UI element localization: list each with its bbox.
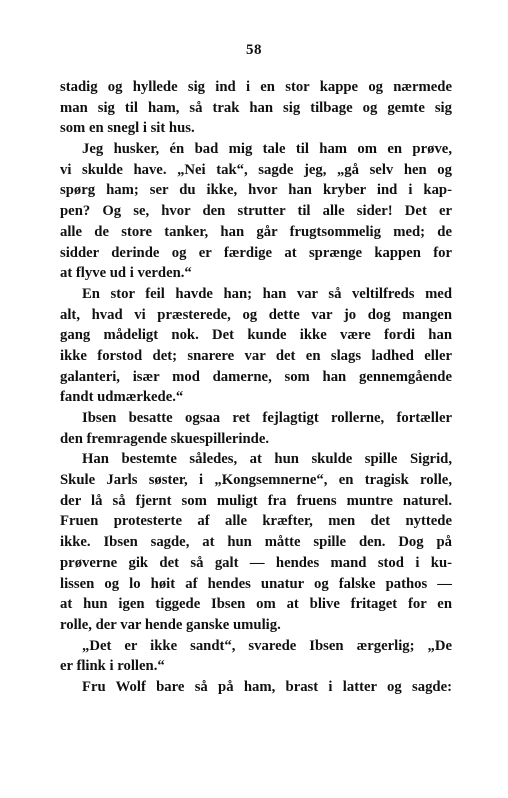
- text-line: En stor feil havde han; han var så veltilfreds med: [82, 285, 452, 302]
- text-line: man sig til ham, så trak han sig tilbage og gemte sig: [60, 99, 452, 116]
- text-line: Skule Jarls søster, i „Kongsemnerne“, en tragisk rolle,: [60, 472, 452, 489]
- text-line: gang mådeligt nok. Det kunde ikke være fordi han: [60, 327, 452, 344]
- text-line: Han bestemte således, at hun skulde spille Sigrid,: [82, 451, 452, 468]
- text-line: vi skulde have. „Nei tak“, sagde jeg, „gå selv hen og: [60, 161, 452, 178]
- text-line: Jeg husker, én bad mig tale til ham om en prøve,: [82, 141, 452, 158]
- text-line: spørg ham; ser du ikke, hvor han kryber ind i kap-: [60, 182, 452, 199]
- text-line: ikke. Ibsen sagde, at hun måtte spille den. Dog på: [60, 534, 452, 551]
- text-line: pen? Og se, hvor den strutter til alle sider! Det er: [60, 203, 452, 220]
- text-line: fandt udmærkede.“: [60, 389, 184, 406]
- text-line: den fremragende skuespillerinde.: [60, 430, 270, 447]
- text-line: ikke forstod det; snarere var det en slags ladhed eller: [60, 347, 452, 364]
- text-line: stadig og hyllede sig ind i en stor kappe og nærmede: [60, 79, 452, 95]
- text-line: „Det er ikke sandt“, svarede Ibsen ærgerlig; „De: [82, 637, 452, 654]
- text-line: prøverne gik det så galt — hendes mand stod i ku-: [60, 554, 452, 571]
- text-line: Fru Wolf bare så på ham, brast i latter og sagde:: [82, 678, 452, 695]
- text-line: der lå så fjernt som muligt fra fruens muntre naturel.: [60, 492, 452, 509]
- body-text: [60, 77, 452, 698]
- text-line: Fruen protesterte af alle kræfter, men det nyttede: [60, 513, 452, 530]
- text-line: rolle, der var hende ganske umulig.: [60, 616, 281, 633]
- text-line: at flyve ud i verden.“: [60, 265, 192, 282]
- text-line: Ibsen besatte ogsaa ret fejlagtigt rollerne, fortæller: [82, 410, 452, 426]
- text-line: sidder derinde og er færdige at sprænge kappen for: [60, 244, 452, 261]
- text-line: at hun igen tiggede Ibsen om at blive fritaget for en: [60, 596, 452, 613]
- text-line: lissen og lo høit af hendes unatur og falske pathos —: [60, 575, 452, 592]
- text-line: som en snegl i sit hus.: [60, 120, 195, 137]
- text-line: alt, hvad vi præsterede, og dette var jo dog mangen: [60, 306, 452, 323]
- text-line: galanteri, især mod damerne, som han gennemgående: [60, 368, 452, 385]
- text-line: alle de store tanker, han går frugtsommelig med; de: [60, 223, 452, 240]
- page-number: 58: [246, 42, 262, 58]
- text-line: er flink i rollen.“: [60, 658, 165, 675]
